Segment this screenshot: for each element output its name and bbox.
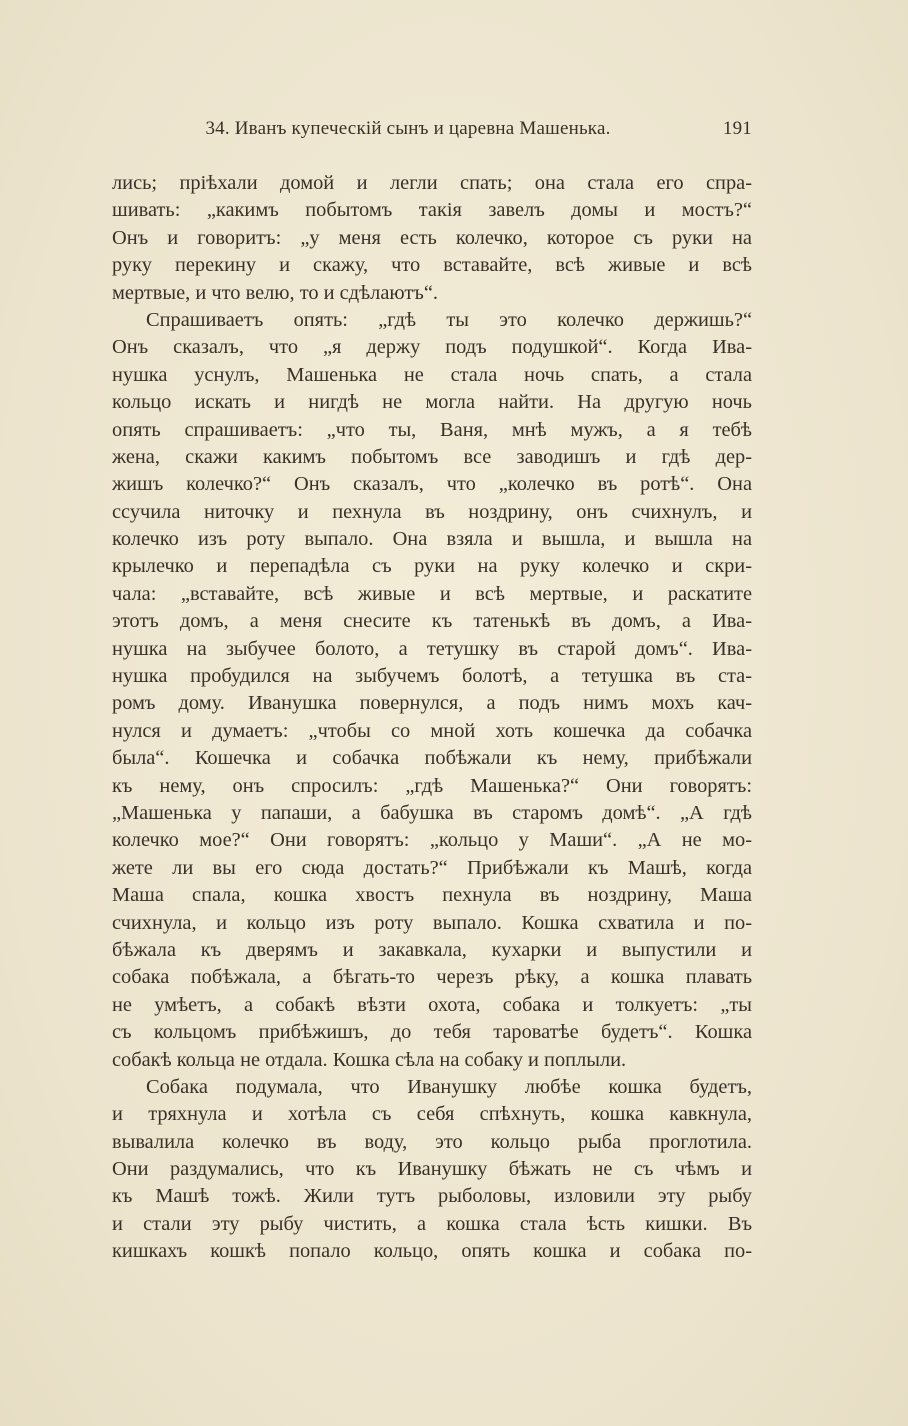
text-line: и тряхнула и хотѣла съ себя спѣхнуть, кошка кавкнула, — [112, 1103, 752, 1126]
text-line: вывалила колечко въ воду, это кольцо рыба проглотила. — [112, 1130, 752, 1153]
chapter-title: 34. Иванъ купеческій сынъ и царевна Машенька. — [205, 118, 611, 139]
text-line: къ Машѣ тожѣ. Жили тутъ рыболовы, изловили эту рыбу — [112, 1185, 752, 1208]
text-line: жишъ колечко?“ Онъ сказалъ, что „колечко въ ротѣ“. Она — [112, 473, 752, 496]
text-line: кольцо искать и нигдѣ не могла найти. На другую ночь — [112, 391, 752, 414]
text-line: къ нему, онъ спросилъ: „гдѣ Машенька?“ Они говорятъ: — [112, 774, 752, 797]
text-line: нушка на зыбучее болото, а тетушку въ старой домъ“. Ива- — [112, 637, 752, 660]
text-line: Онъ сказалъ, что „я держу подъ подушкой“. Когда Ива- — [112, 336, 752, 359]
text-line: нушка уснулъ, Машенька не стала ночь спать, а стала — [112, 363, 752, 386]
text-line: Маша спала, кошка хвостъ пехнула въ ноздрину, Маша — [112, 884, 752, 907]
text-line: крылечко и перепадѣла съ руки на руку колечко и скри- — [112, 555, 752, 578]
text-line: опять спрашиваетъ: „что ты, Ваня, мнѣ мужъ, а я тебѣ — [112, 418, 752, 441]
text-line: колечко мое?“ Они говорятъ: „кольцо у Маши“. „А не мо- — [112, 829, 752, 852]
text-line: кишкахъ кошкѣ попало кольцо, опять кошка и собака по- — [112, 1240, 752, 1263]
text-line: ссучила ниточку и пехнула въ ноздрину, онъ счихнулъ, и — [112, 500, 752, 523]
text-line: Онъ и говоритъ: „у меня есть колечко, которое съ руки на — [112, 226, 752, 249]
running-header — [112, 118, 752, 142]
text-line: счихнула, и кольцо изъ роту выпало. Кошка схватила и по- — [112, 911, 752, 934]
text-line: лись; пріѣхали домой и легли спать; она стала его спра- — [112, 172, 752, 194]
text-line: Собака подумала, что Иванушку любѣе кошка будетъ, — [146, 1075, 752, 1098]
text-line: Спрашиваетъ опять: „гдѣ ты это колечко держишь?“ — [146, 308, 752, 331]
text-line: была“. Кошечка и собачка побѣжали къ нему, прибѣжали — [112, 747, 752, 770]
text-line: мертвые, и что велю, то и сдѣлаютъ“. — [112, 281, 438, 304]
text-line: шивать: „какимъ побытомъ такія завелъ домы и мостъ?“ — [112, 199, 752, 222]
text-line: колечко изъ роту выпало. Она взяла и вышла, и вышла на — [112, 528, 752, 551]
text-line: Они раздумались, что къ Иванушку бѣжать не съ чѣмъ и — [112, 1158, 752, 1181]
text-line: „Машенька у папаши, а бабушка въ старомъ домѣ“. „А гдѣ — [112, 801, 752, 824]
text-line: руку перекину и скажу, что вставайте, всѣ живые и всѣ — [112, 254, 752, 277]
text-line: этотъ домъ, а меня снесите къ татенькѣ въ домъ, а Ива- — [112, 610, 752, 633]
text-line: ромъ дому. Иванушка повернулся, а подъ нимъ мохъ кач- — [112, 692, 752, 715]
body-text — [112, 170, 752, 1266]
text-line: бѣжала къ дверямъ и закавкала, кухарки и выпустили и — [112, 938, 752, 961]
text-line: жете ли вы его сюда достать?“ Прибѣжали къ Машѣ, когда — [112, 856, 752, 879]
text-line: жена, скажи какимъ побытомъ все заводишъ и гдѣ дер- — [112, 445, 752, 468]
text-line: нушка пробудился на зыбучемъ болотѣ, а тетушка въ ста- — [112, 665, 752, 688]
text-line: не умѣетъ, а собакѣ вѣзти охота, собака и толкуетъ: „ты — [112, 993, 752, 1016]
text-line: нулся и думаетъ: „чтобы со мной хоть кошечка да собачка — [112, 719, 752, 742]
text-line: и стали эту рыбу чистить, а кошка стала ѣсть кишки. Въ — [112, 1212, 752, 1235]
text-line: собакѣ кольца не отдала. Кошка сѣла на собаку и поплыли. — [112, 1048, 627, 1071]
text-line: чала: „вставайте, всѣ живые и всѣ мертвые, и раскатите — [112, 582, 752, 605]
text-line: съ кольцомъ прибѣжишъ, до тебя тароватѣе будетъ“. Кошка — [112, 1021, 752, 1044]
page-number: 191 — [722, 118, 752, 139]
text-line: собака побѣжала, а бѣгать-то черезъ рѣку, а кошка плавать — [112, 966, 752, 989]
